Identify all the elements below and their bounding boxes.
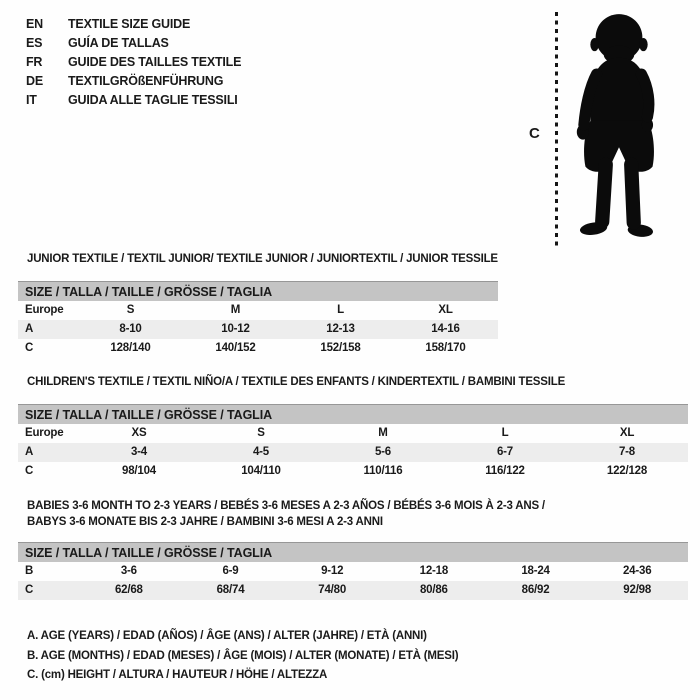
table-header-bar: SIZE / TALLA / TAILLE / GRÖSSE / TAGLIA — [18, 542, 688, 562]
table-cell: L — [337, 304, 344, 316]
babies-size-table — [18, 542, 688, 600]
table-cell: 98/104 — [122, 465, 156, 477]
table-cell: 158/170 — [425, 342, 466, 354]
table-row-europe — [18, 301, 498, 320]
legend-line: A. AGE (YEARS) / EDAD (AÑOS) / ÂGE (ANS) / ALTER (JAHRE) / ETÀ (ANNI) — [27, 630, 427, 642]
table-cell: M — [378, 427, 388, 439]
table-cell: 5-6 — [374, 446, 392, 458]
table-cell: 74/80 — [318, 584, 347, 596]
table-cell: 68/74 — [216, 584, 245, 596]
table-cell: XS — [131, 427, 147, 439]
language-code: DE — [26, 74, 43, 88]
row-label: A — [25, 446, 34, 458]
language-row — [26, 72, 241, 91]
table-title-junior: JUNIOR TEXTILE / TEXTIL JUNIOR/ TEXTILE JUNIOR / JUNIORTEXTIL / JUNIOR TESSILE — [27, 253, 498, 265]
table-cell: 24-36 — [622, 565, 652, 577]
table-cell: 80/86 — [419, 584, 448, 596]
junior-size-table — [18, 281, 498, 358]
language-row — [26, 91, 241, 110]
table-cell: 152/158 — [320, 342, 361, 354]
row-label: C — [25, 584, 34, 596]
guide-title: GUIDA ALLE TAGLIE TESSILI — [68, 93, 238, 107]
table-title-babies-line2: BABYS 3-6 MONATE BIS 2-3 JAHRE / BAMBINI 3-6 MESI A 2-3 ANNI — [27, 516, 383, 528]
table-row-height — [18, 339, 498, 358]
language-code: FR — [26, 55, 43, 69]
table-cell: 6-7 — [496, 446, 514, 458]
table-cell: 12-18 — [419, 565, 449, 577]
language-row — [26, 15, 241, 34]
table-cell: 9-12 — [321, 565, 344, 577]
row-label: A — [25, 323, 34, 335]
table-cell: 140/152 — [215, 342, 256, 354]
language-code: IT — [26, 93, 37, 107]
table-header-bar: SIZE / TALLA / TAILLE / GRÖSSE / TAGLIA — [18, 281, 498, 301]
table-cell: 6-9 — [222, 565, 239, 577]
table-cell: XL — [438, 304, 453, 316]
table-cell: 122/128 — [606, 465, 648, 477]
table-cell: 62/68 — [114, 584, 143, 596]
table-cell: 92/98 — [623, 584, 652, 596]
row-label: C — [25, 342, 34, 354]
table-cell: 12-13 — [326, 323, 355, 335]
language-row — [26, 34, 241, 53]
table-cell: 10-12 — [221, 323, 250, 335]
table-cell: 7-8 — [618, 446, 636, 458]
legend-line: B. AGE (MONTHS) / EDAD (MESES) / ÂGE (MOIS) / ALTER (MONATE) / ETÀ (MESI) — [27, 649, 459, 662]
table-cell: 110/116 — [363, 465, 403, 477]
language-row — [26, 53, 241, 72]
children-size-table — [18, 404, 688, 481]
table-header-bar: SIZE / TALLA / TAILLE / GRÖSSE / TAGLIA — [18, 404, 688, 424]
guide-title: GUÍA DE TALLAS — [68, 36, 169, 50]
table-cell: 14-16 — [431, 323, 460, 335]
row-label: Europe — [25, 304, 64, 316]
legend — [27, 627, 458, 686]
table-title-children: CHILDREN'S TEXTILE / TEXTIL NIÑO/A / TEXTILE DES ENFANTS / KINDERTEXTIL / BAMBINI TESSILE — [27, 376, 566, 388]
table-cell: 3-4 — [130, 446, 148, 458]
toddler-silhouette-icon — [565, 10, 673, 250]
table-row-age — [18, 443, 688, 462]
table-cell: M — [230, 304, 241, 316]
language-code: ES — [26, 36, 43, 50]
height-measure-line — [555, 12, 558, 246]
table-cell: 116/122 — [485, 465, 525, 477]
guide-title: GUIDE DES TAILLES TEXTILE — [68, 55, 242, 69]
table-cell: S — [257, 427, 265, 439]
guide-title: TEXTILGRÖßENFÜHRUNG — [68, 74, 224, 88]
language-code: EN — [26, 17, 43, 31]
table-cell: S — [126, 304, 135, 316]
language-title-list — [26, 15, 241, 110]
table-cell: 3-6 — [120, 565, 137, 577]
table-row-age-months — [18, 562, 688, 581]
legend-line: C. (cm) HEIGHT / ALTURA / HAUTEUR / HÖHE / ALTEZZA — [27, 669, 328, 681]
table-cell: 104/110 — [241, 465, 281, 477]
table-cell: 128/140 — [110, 342, 151, 354]
row-label: Europe — [25, 427, 64, 439]
guide-title: TEXTILE SIZE GUIDE — [68, 17, 191, 31]
table-cell: L — [501, 427, 509, 439]
height-measure-label: C — [529, 125, 540, 142]
table-title-babies-line1: BABIES 3-6 MONTH TO 2-3 YEARS / BEBÉS 3-6 MESES A 2-3 AÑOS / BÉBÉS 3-6 MOIS À 2-3 ANS / — [27, 500, 545, 512]
table-row-height — [18, 581, 688, 600]
table-cell: XL — [619, 427, 635, 439]
table-cell: 86/92 — [521, 584, 550, 596]
measurement-figure — [520, 8, 695, 253]
table-cell: 4-5 — [252, 446, 270, 458]
table-row-age — [18, 320, 498, 339]
table-cell: 18-24 — [521, 565, 550, 577]
row-label: B — [25, 565, 34, 577]
table-row-height — [18, 462, 688, 481]
row-label: C — [25, 465, 34, 477]
table-row-europe — [18, 424, 688, 443]
table-cell: 8-10 — [119, 323, 142, 335]
